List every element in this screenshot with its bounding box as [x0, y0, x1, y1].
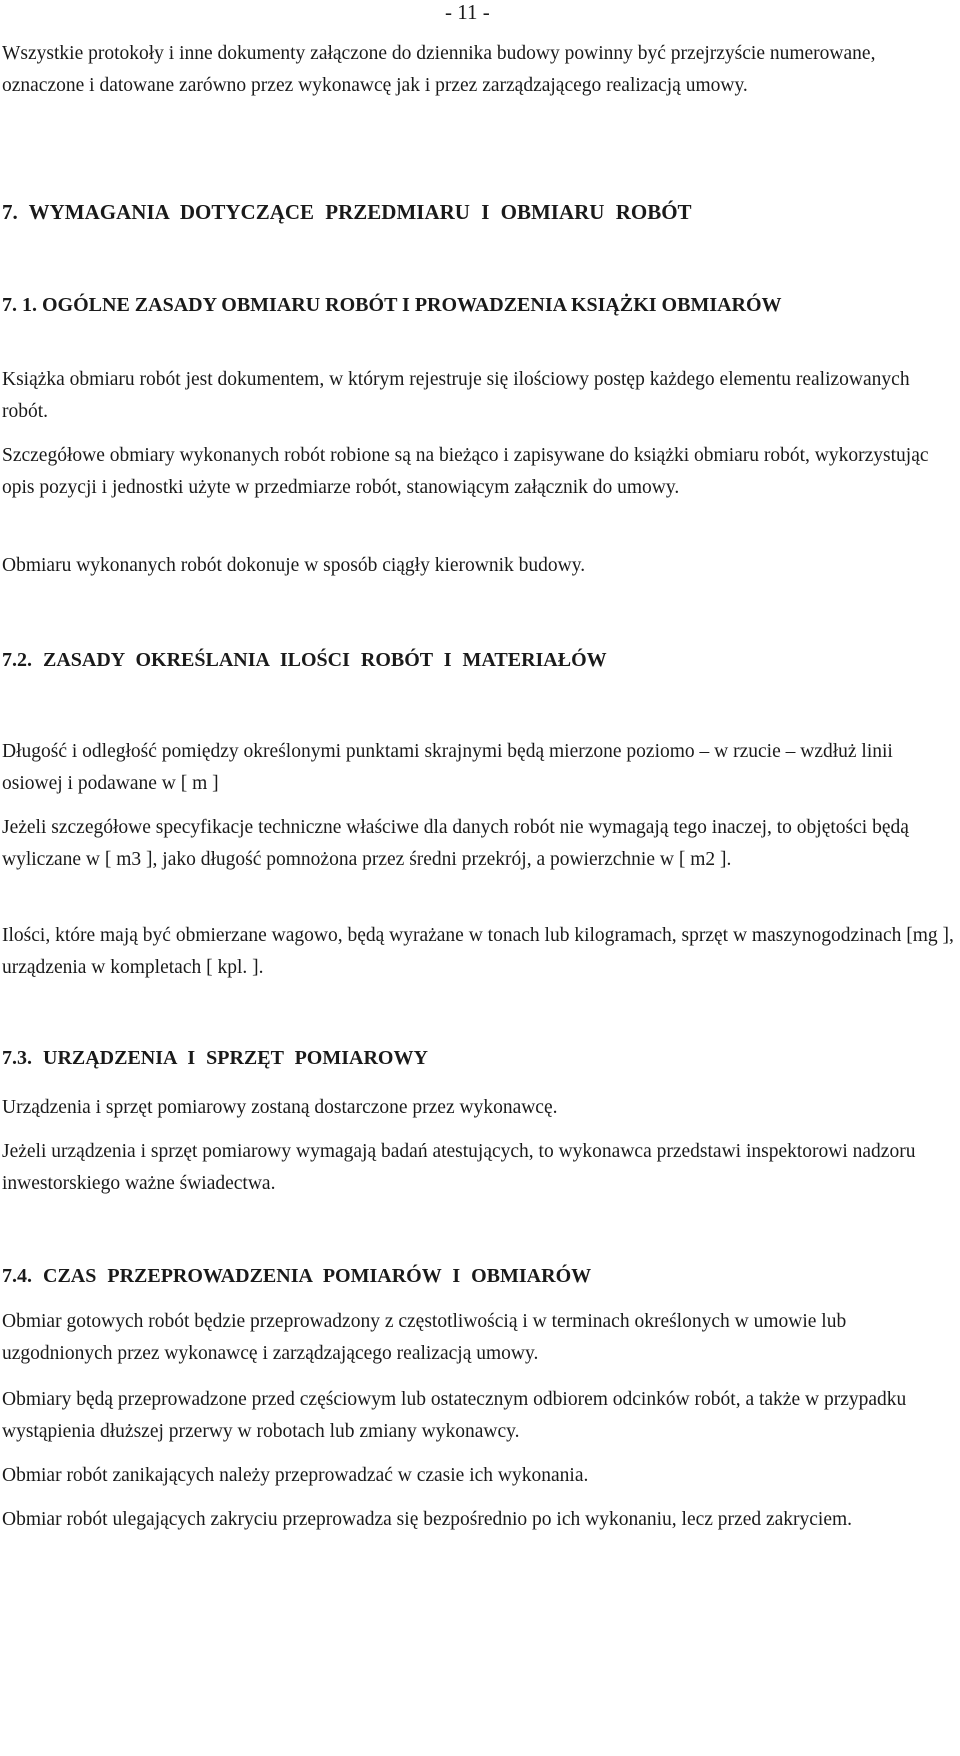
section-7-4-paragraph-3: Obmiar robót zanikających należy przeprowadzać w czasie ich wykonania.: [2, 1465, 589, 1486]
section-7-2-heading: 7.2. ZASADY OKREŚLANIA ILOŚCI ROBÓT I MATERIAŁÓW: [2, 649, 607, 671]
section-7-2-paragraph-2: Jeżeli szczegółowe specyfikacje techniczne właściwe dla danych robót nie wymagają tego inaczej, to objętości będą wyliczane w [ m3 ], jako długość pomnożona przez średni przekrój, a powierzchnie w [ m2 ].: [2, 817, 909, 870]
section-7-3-paragraph-2: Jeżeli urządzenia i sprzęt pomiarowy wymagają badań atestujących, to wykonawca przedstawi inspektorowi nadzoru inwestorskiego ważne świadectwa.: [2, 1141, 916, 1194]
section-7-4-paragraph-1: Obmiar gotowych robót będzie przeprowadzony z częstotliwością i w terminach określonych w umowie lub uzgodnionych przez wykonawcę i zarządzającego realizacją umowy.: [2, 1311, 847, 1364]
section-7-3-heading: 7.3. URZĄDZENIA I SPRZĘT POMIAROWY: [2, 1047, 428, 1069]
section-7-1-paragraph-3: Obmiaru wykonanych robót dokonuje w sposób ciągły kierownik budowy.: [2, 555, 586, 576]
intro-paragraph: Wszystkie protokoły i inne dokumenty załączone do dziennika budowy powinny być przejrzyście numerowane, oznaczone i datowane zarówno przez wykonawcę jak i przez zarządzającego realizacją umowy.: [2, 43, 876, 96]
section-7-3-paragraph-1: Urządzenia i sprzęt pomiarowy zostaną dostarczone przez wykonawcę.: [2, 1097, 558, 1118]
section-7-2-paragraph-1: Długość i odległość pomiędzy określonymi punktami skrajnymi będą mierzone poziomo – w rzucie – wzdłuż linii osiowej i podawane w [ m ]: [2, 741, 893, 794]
page-number: - 11 -: [445, 0, 490, 24]
section-7-heading: 7. WYMAGANIA DOTYCZĄCE PRZEDMIARU I OBMIARU ROBÓT: [2, 200, 692, 224]
section-7-4-paragraph-4: Obmiar robót ulegających zakryciu przeprowadza się bezpośrednio po ich wykonaniu, lecz przed zakryciem.: [2, 1509, 853, 1530]
section-7-1-paragraph-1: Książka obmiaru robót jest dokumentem, w którym rejestruje się ilościowy postęp każdego elementu realizowanych robót.: [2, 369, 910, 422]
section-7-4-paragraph-2: Obmiary będą przeprowadzone przed częściowym lub ostatecznym odbiorem odcinków robót, a także w przypadku wystąpienia dłuższej przerwy w robotach lub zmiany wykonawcy.: [2, 1389, 907, 1442]
section-7-1-paragraph-2: Szczegółowe obmiary wykonanych robót robione są na bieżąco i zapisywane do książki obmiaru robót, wykorzystując opis pozycji i jednostki użyte w przedmiarze robót, stanowiącym załącznik do umowy.: [2, 445, 929, 498]
section-7-1-heading-text: 7. 1. OGÓLNE ZASADY OBMIARU ROBÓT I PROWADZENIA KSIĄŻKI OBMIARÓW: [2, 294, 782, 316]
section-7-2-paragraph-3: Ilości, które mają być obmierzane wagowo, będą wyrażane w tonach lub kilogramach, sprzęt w maszynogodzinach [mg ], urządzenia w kompletach [ kpl. ].: [2, 925, 954, 978]
section-7-4-heading: 7.4. CZAS PRZEPROWADZENIA POMIARÓW I OBMIARÓW: [2, 1265, 592, 1287]
section-7-1-heading: [2, 288, 957, 321]
